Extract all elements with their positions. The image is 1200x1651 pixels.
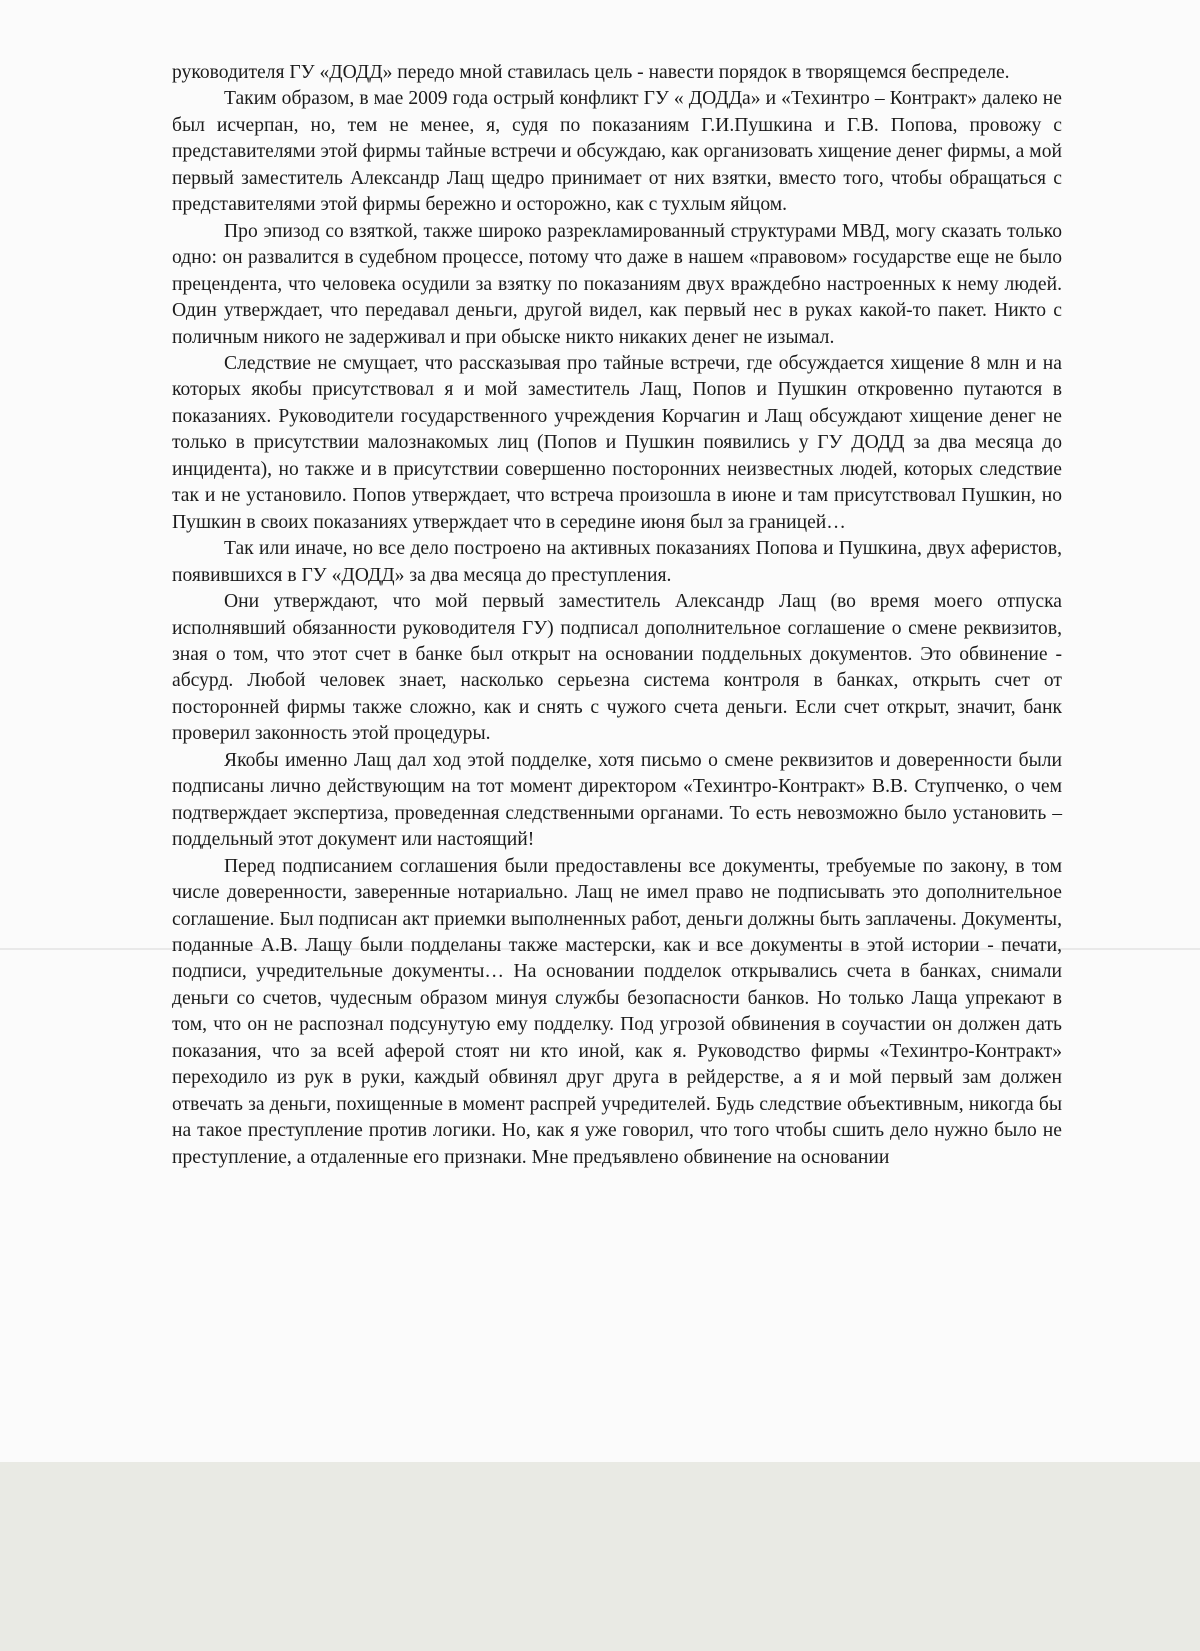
document-body — [172, 60, 1062, 1171]
paragraph: Якобы именно Лащ дал ход этой подделке, хотя письмо о смене реквизитов и доверенности были подписаны лично действующим на тот момент директором «Техинтро-Контракт» В.В. Ступченко, о чем подтверждает экспертиза, проведенная следственными органами. То есть невозможно было установить – поддельный этот документ или настоящий! — [172, 749, 1062, 851]
paragraph: Перед подписанием соглашения были предоставлены все документы, требуемые по закону, в том числе доверенности, заверенные нотариально. Лащ не имел право не подписывать это дополнительное соглашение. Был подписан акт приемки выполненных работ, деньги должны быть заплачены. Документы, поданные А.В. Лащу были подделаны также мастерски, как и все документы в этой истории - печати, подписи, учредительные документы… На основании подделок открывались счета в банках, снимали деньги со счетов, чудесным образом минуя службы безопасности банков. Но только Лаща упрекают в том, что он не распознал подсунутую ему подделку. Под угрозой обвинения в соучастии он должен дать показания, что за всей аферой стоят ни кто иной, как я. Руководство фирмы «Техинтро-Контракт» переходило из рук в руки, каждый обвинял друг друга в рейдерстве, а я и мой первый зам должен отвечать за деньги, похищенные в момент распрей учредителей. Будь следствие объективным, никогда бы на такое преступление против логики. Но, как я уже говорил, что того чтобы сшить дело нужно было не преступление, а отдаленные его признаки. Мне предъявлено обвинение на основании — [172, 855, 1062, 1168]
paragraph: Таким образом, в мае 2009 года острый конфликт ГУ « ДОДДа» и «Техинтро – Контракт» далеко не был исчерпан, но, тем не менее, я, судя по показаниям Г.И.Пушкина и Г.В. Попова, провожу с представителями этой фирмы тайные встречи и обсуждаю, как организовать хищение денег фирмы, а мой первый заместитель Александр Лащ щедро принимает от них взятки, вместо того, чтобы обращаться с представителями этой фирмы бережно и осторожно, как с тухлым яйцом. — [172, 88, 1062, 216]
paragraph: Так или иначе, но все дело построено на активных показаниях Попова и Пушкина, двух аферистов, появившихся в ГУ «ДОДД» за два месяца до преступления. — [172, 538, 1062, 586]
paragraph: Про эпизод со взяткой, также широко разрекламированный структурами МВД, могу сказать только одно: он развалится в судебном процессе, потому что даже в нашем «правовом» государстве еще не было прецендента, что человека осудили за взятку по показаниям двух враждебно настроенных к нему людей. Один утверждает, что передавал деньги, другой видел, как первый нес в руках какой-то пакет. Никто с поличным никого не задерживал и при обыске никто никаких денег не изымал. — [172, 220, 1062, 348]
paragraph: руководителя ГУ «ДОДД» передо мной ставилась цель - навести порядок в творящемся беспределе. — [172, 62, 1010, 83]
paragraph: Они утверждают, что мой первый заместитель Александр Лащ (во время моего отпуска исполнявший обязанности руководителя ГУ) подписал дополнительное соглашение о смене реквизитов, зная о том, что этот счет в банке был открыт на основании поддельных документов. Это обвинение - абсурд. Любой человек знает, насколько серьезна система контроля в банках, открыть счет от посторонней фирмы также сложно, как и снять с чужого счета деньги. Если счет открыт, значит, банк проверил законность этой процедуры. — [172, 591, 1062, 745]
scanner-background — [0, 1462, 1200, 1651]
paragraph: Следствие не смущает, что рассказывая про тайные встречи, где обсуждается хищение 8 млн и на которых якобы присутствовал я и мой заместитель Лащ, Попов и Пушкин откровенно путаются в показаниях. Руководители государственного учреждения Корчагин и Лащ обсуждают хищение денег не только в присутствии малознакомых лиц (Попов и Пушкин появились у ГУ ДОДД за два месяца до инцидента), но также и в присутствии совершенно посторонних неизвестных людей, которых следствие так и не установило. Попов утверждает, что встреча произошла в июне и там присутствовал Пушкин, но Пушкин в своих показаниях утверждает что в середине июня был за границей… — [172, 352, 1062, 533]
